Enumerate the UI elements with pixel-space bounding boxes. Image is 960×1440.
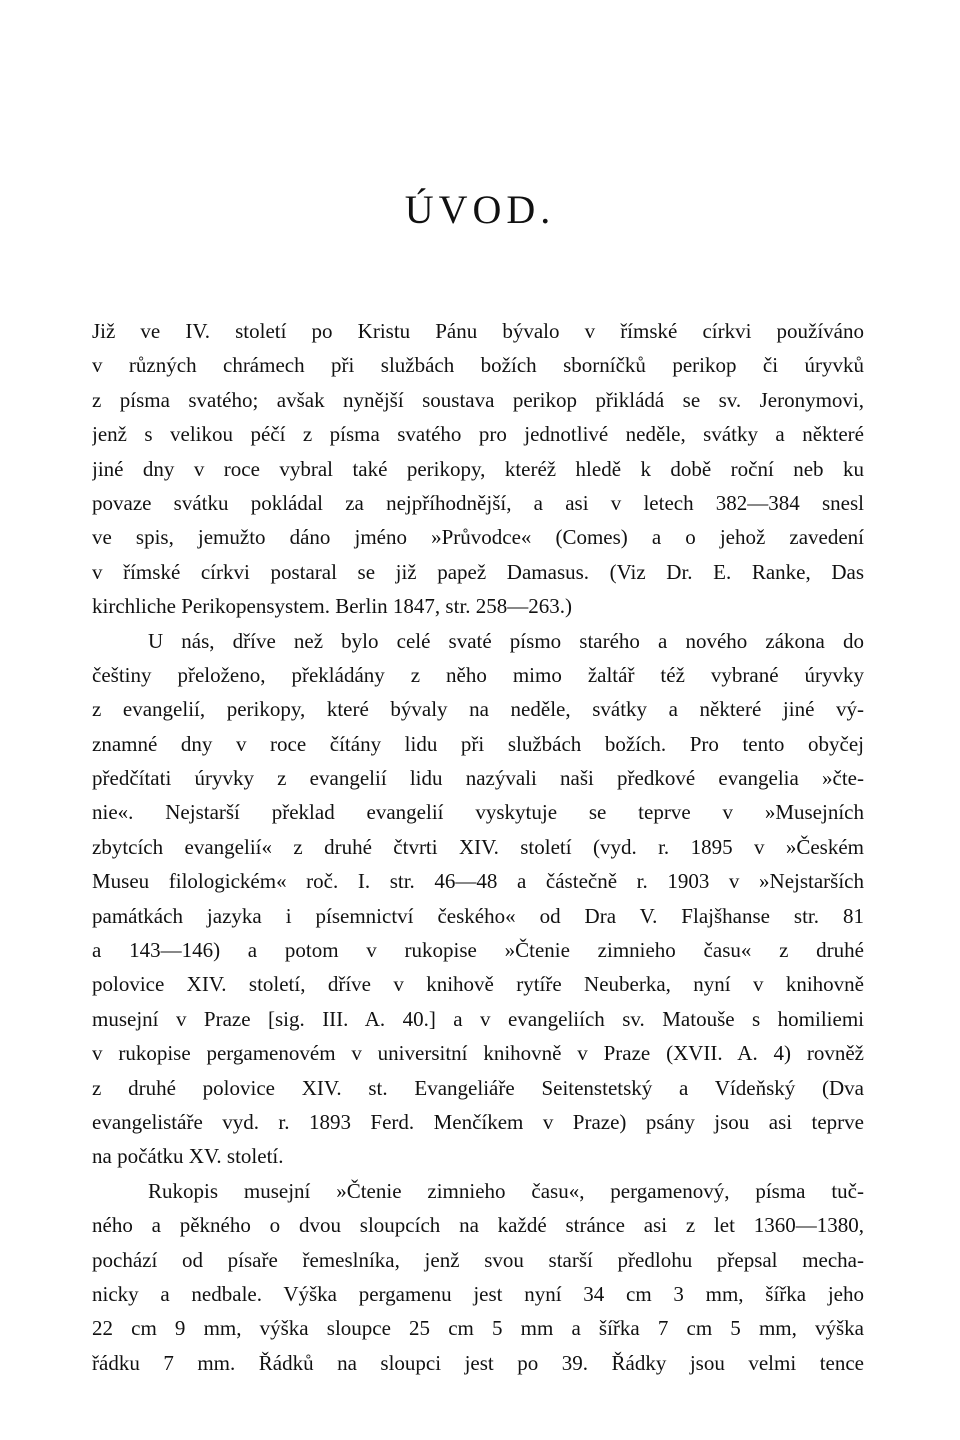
text-line: pochází od písaře řemeslníka, jenž svou starší předlohu přepsal mecha- [92, 1247, 864, 1272]
text-line: nicky a nedbale. Výška pergamenu jest nyní 34 cm 3 mm, šířka jeho [92, 1281, 864, 1306]
text-line: nie«. Nejstarší překlad evangelií vyskytuje se teprve v »Musejních [92, 800, 864, 825]
text-line: z druhé polovice XIV. st. Evangeliáře Seitenstetský a Vídeňský (Dva [92, 1075, 864, 1100]
text-line: zbytcích evangelií« z druhé čtvrti XIV. století (vyd. r. 1895 v »Českém [92, 834, 864, 859]
text-line: památkách jazyka i písemnictví českého« od Dra V. Flajšhanse str. 81 [92, 903, 864, 928]
text-line: řádku 7 mm. Řádků na sloupci jest po 39. Řádky jsou velmi tence [92, 1350, 864, 1375]
text-line: znamné dny v roce čítány lidu při službách božích. Pro tento obyčej [92, 731, 864, 756]
text-line: v rukopise pergamenovém v universitní knihovně v Praze (XVII. A. 4) rovněž [92, 1041, 864, 1066]
text-line: předčítati úryvky z evangelií lidu nazývali naši předkové evangelia »čte- [92, 766, 864, 791]
text-line: češtiny přeloženo, překládány z něho mimo žaltář též vybrané úryvky [92, 662, 864, 687]
text-line: jiné dny v roce vybral také perikopy, kteréž hledě k době roční neb ku [92, 456, 864, 481]
text-line: v římské církvi postaral se již papež Damasus. (Viz Dr. E. Ranke, Das [92, 559, 864, 584]
text-line: z písma svatého; avšak nynější soustava perikop přikládá se sv. Jeronymovi, [92, 387, 864, 412]
text-line: polovice XIV. století, dříve v knihově rytíře Neuberka, nyní v knihovně [92, 972, 864, 997]
text-line: U nás, dříve než bylo celé svaté písmo starého a nového zákona do [148, 628, 864, 653]
text-line: na počátku XV. století. [92, 1144, 284, 1169]
text-line: Museu filologickém« roč. I. str. 46—48 a částečně r. 1903 v »Nejstarších [92, 869, 864, 894]
text-line: a 143—146) a potom v rukopise »Čtenie zimnieho času« z druhé [92, 938, 864, 963]
text-line: v různých chrámech při službách božích sborníčků perikop či úryvků [92, 353, 864, 378]
text-line: evangelistáře vyd. r. 1893 Ferd. Menčíkem v Praze) psány jsou asi teprve [92, 1109, 864, 1134]
text-line: povaze svátku pokládal za nejpříhodnější, a asi v letech 382—384 snesl [92, 490, 864, 515]
body-text [92, 314, 864, 1380]
text-line: ve spis, jemužto dáno jméno »Průvodce« (Comes) a o jehož zavedení [92, 525, 864, 550]
page-title: ÚVOD. [404, 187, 556, 232]
text-line: Již ve IV. století po Kristu Pánu bývalo v římské církvi používáno [92, 319, 864, 343]
text-line: musejní v Praze [sig. III. A. 40.] a v evangeliích sv. Matouše s homiliemi [92, 1006, 864, 1031]
text-line: Rukopis musejní »Čtenie zimnieho času«, pergamenový, písma tuč- [148, 1178, 864, 1203]
text-line: ného a pěkného o dvou sloupcích na každé stránce asi z let 1360—1380, [92, 1213, 864, 1238]
text-line: z evangelií, perikopy, které bývaly na neděle, svátky a některé jiné vý- [92, 697, 864, 722]
text-line: kirchliche Perikopensystem. Berlin 1847, str. 258—263.) [92, 594, 573, 619]
text-line: 22 cm 9 mm, výška sloupce 25 cm 5 mm a šířka 7 cm 5 mm, výška [92, 1316, 864, 1341]
text-line: jenž s velikou péčí z písma svatého pro jednotlivé neděle, svátky a některé [92, 422, 864, 447]
